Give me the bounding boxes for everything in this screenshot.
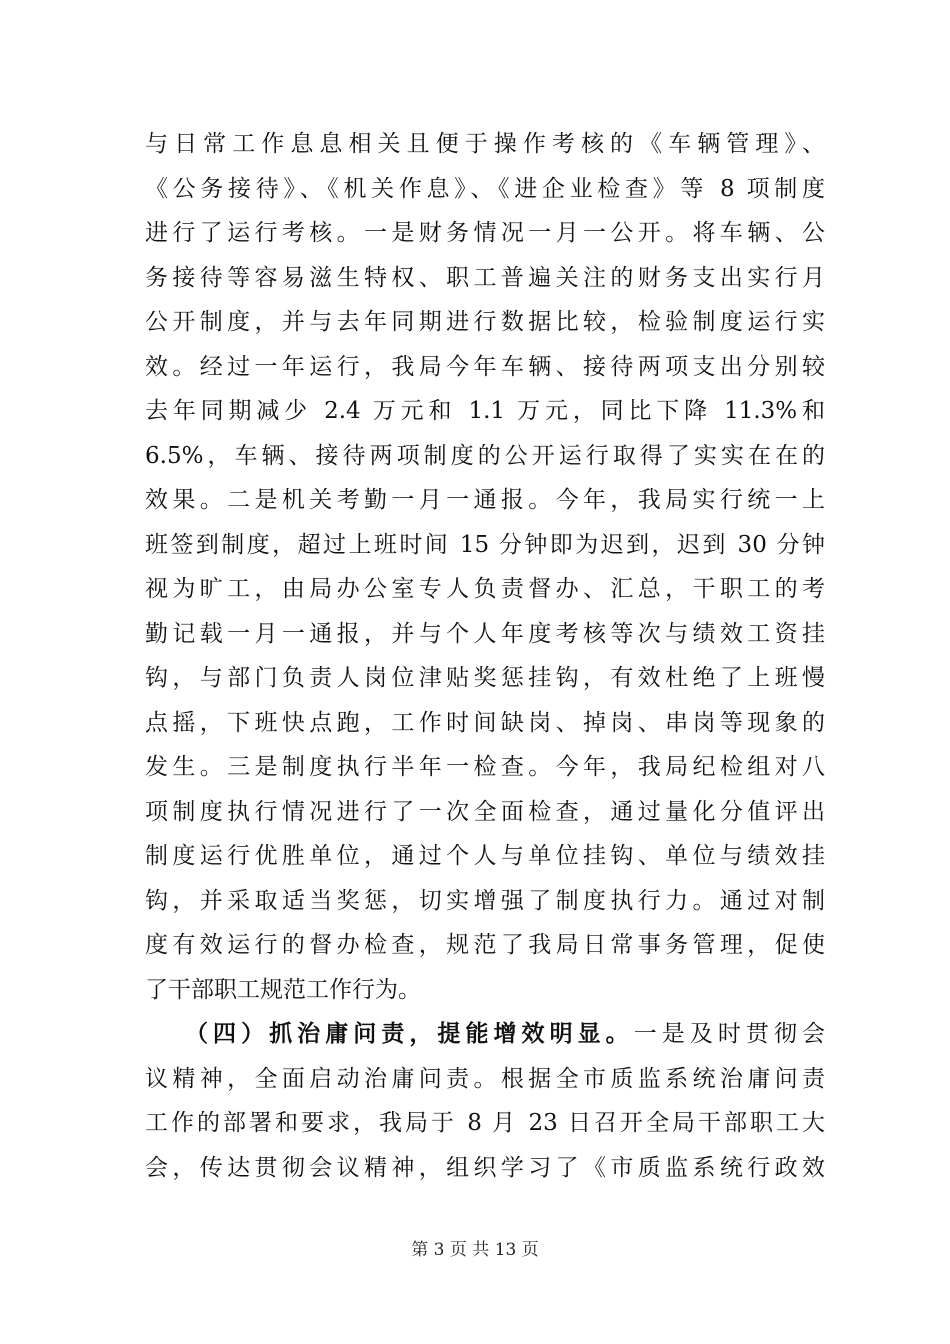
text-line: 勤记载一月一通报，并与个人年度考核等次与绩效工资挂 (145, 620, 825, 647)
text-line: 发生。三是制度执行半年一检查。今年，我局纪检组对八 (145, 754, 825, 780)
text-line: 点摇，下班快点跑，工作时间缺岗、掉岗、串岗等现象的 (145, 709, 825, 736)
text-line: 项制度执行情况进行了一次全面检查，通过量化分值评出 (145, 798, 825, 825)
text-line: 效。经过一年运行，我局今年车辆、接待两项支出分别较 (145, 353, 825, 380)
text-line: 去年同期减少 2.4 万元和 1.1 万元，同比下降 11.3%和 (145, 398, 825, 424)
text-line: 钩，并采取适当奖惩，切实增强了制度执行力。通过对制 (145, 887, 825, 914)
text-line: 《公务接待》、《机关作息》、《进企业检查》等 8 项制度 (145, 175, 825, 202)
text-line: 班签到制度，超过上班时间 15 分钟即为迟到，迟到 30 分钟 (145, 531, 825, 558)
text-line: 务接待等容易滋生特权、职工普遍关注的财务支出实行月 (145, 264, 825, 291)
text-line: 公开制度，并与去年同期进行数据比较，检验制度运行实 (145, 309, 825, 335)
paragraph-end-line: 了干部职工规范工作行为。 (145, 976, 421, 1003)
body-text (145, 122, 825, 1190)
text-line: 6.5%，车辆、接待两项制度的公开运行取得了实实在在的 (145, 442, 825, 469)
text-line: 议精神，全面启动治庸问责。根据全市质监系统治庸问责 (145, 1065, 825, 1092)
text-line: 钩，与部门负责人岗位津贴奖惩挂钩，有效杜绝了上班慢 (145, 665, 825, 691)
section-heading-line (145, 1012, 825, 1057)
text-line: 工作的部署和要求，我局于 8 月 23 日召开全局干部职工大 (145, 1110, 825, 1136)
text-line: 进行了运行考核。一是财务情况一月一公开。将车辆、公 (145, 220, 825, 246)
text-line: 制度运行优胜单位，通过个人与单位挂钩、单位与绩效挂 (145, 843, 825, 869)
page-number-footer: 第 3 页 共 13 页 (411, 1240, 539, 1260)
text-line: 视为旷工，由局办公室专人负责督办、汇总，干职工的考 (145, 576, 825, 602)
section-heading-rest: 一是及时贯彻会 (633, 1021, 826, 1047)
text-line: 度有效运行的督办检查，规范了我局日常事务管理，促使 (145, 932, 825, 958)
text-line: 效果。二是机关考勤一月一通报。今年，我局实行统一上 (145, 487, 825, 513)
section-heading: （四）抓治庸问责，提能增效明显。 (185, 1020, 634, 1047)
text-line: 会，传达贯彻会议精神，组织学习了《市质监系统行政效 (145, 1154, 825, 1181)
text-line: 与日常工作息息相关且便于操作考核的《车辆管理》、 (145, 131, 825, 157)
